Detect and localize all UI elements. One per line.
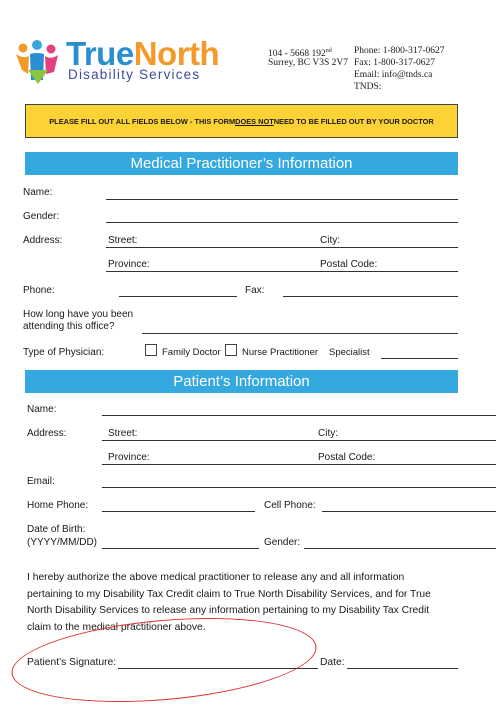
practitioner-name-label: Name: (23, 187, 53, 198)
practitioner-section-title: Medical Practitioner’s Information (25, 152, 458, 175)
dob-label-line2: (YYYY/MM/DD) (27, 537, 97, 548)
contact-email: Email: info@tnds.ca (354, 70, 433, 80)
practitioner-street-label: Street: (108, 235, 138, 246)
logo-people-icon (14, 40, 66, 86)
patient-section-title: Patient’s Information (25, 370, 458, 393)
specialist-label: Specialist (329, 347, 370, 358)
how-long-label-line2: attending this office? (23, 321, 115, 332)
cell-phone-field[interactable] (322, 511, 496, 512)
patient-street-field[interactable] (102, 440, 496, 441)
brand-name: TrueNorth (66, 35, 220, 72)
brand-subtitle: Disability Services (68, 67, 201, 82)
patient-city-label: City: (318, 428, 338, 439)
physician-type-label: Type of Physician: (23, 347, 105, 358)
patient-postal-label: Postal Code: (318, 452, 376, 463)
patient-address-label: Address: (27, 428, 67, 439)
specialist-field[interactable] (381, 358, 458, 359)
patient-province-label: Province: (108, 452, 150, 463)
instruction-notice: PLEASE FILL OUT ALL FIELDS BELOW - THIS FORM DOES NOT NEED TO BE FILLED OUT BY YOUR DOCTOR (25, 104, 458, 138)
tnds-label: TNDS: (354, 82, 382, 92)
practitioner-name-field[interactable] (106, 199, 458, 200)
how-long-field[interactable] (142, 333, 458, 334)
practitioner-province-field[interactable] (106, 271, 458, 272)
date-label: Date: (320, 657, 345, 668)
practitioner-province-label: Province: (108, 259, 150, 270)
patient-street-label: Street: (108, 428, 138, 439)
patient-email-label: Email: (27, 476, 55, 487)
authorization-paragraph: I hereby authorize the above medical practitioner to release any and all information pertaining to my Disability Tax Credit claim to True North Disability Services, and for True North Disability Services to release any information pertaining to my Disability Tax Credit claim to the medical practitioner above. (27, 572, 431, 633)
contact-phone: Phone: 1-800-317-0627 (354, 46, 445, 56)
practitioner-phone-label: Phone: (23, 285, 55, 296)
patient-name-label: Name: (27, 404, 57, 415)
home-phone-label: Home Phone: (27, 500, 89, 511)
practitioner-address-label: Address: (23, 235, 63, 246)
patient-email-field[interactable] (102, 487, 496, 488)
practitioner-fax-field[interactable] (283, 296, 458, 297)
patient-name-field[interactable] (102, 415, 496, 416)
how-long-label-line1: How long have you been (23, 309, 134, 320)
nurse-practitioner-checkbox[interactable] (225, 344, 237, 356)
cell-phone-label: Cell Phone: (264, 500, 316, 511)
family-doctor-label: Family Doctor (162, 347, 221, 358)
home-phone-field[interactable] (102, 511, 255, 512)
practitioner-postal-label: Postal Code: (320, 259, 378, 270)
address-line-2: Surrey, BC V3S 2V7 (268, 58, 348, 68)
patient-gender-field[interactable] (304, 548, 496, 549)
contact-fax: Fax: 1-800-317-0627 (354, 58, 436, 68)
practitioner-fax-label: Fax: (245, 285, 265, 296)
patient-province-field[interactable] (102, 464, 496, 465)
practitioner-gender-field[interactable] (106, 222, 458, 223)
dob-label-line1: Date of Birth: (27, 524, 86, 535)
practitioner-city-label: City: (320, 235, 340, 246)
practitioner-phone-field[interactable] (119, 296, 237, 297)
patient-gender-label: Gender: (264, 537, 301, 548)
family-doctor-checkbox[interactable] (145, 344, 157, 356)
date-field[interactable] (347, 668, 458, 669)
address-line-1: 104 - 5668 192nd (268, 48, 332, 60)
nurse-practitioner-label: Nurse Practitioner (242, 347, 319, 358)
practitioner-street-field[interactable] (106, 247, 458, 248)
dob-field[interactable] (102, 548, 259, 549)
signature-label: Patient’s Signature: (27, 657, 117, 668)
practitioner-gender-label: Gender: (23, 211, 60, 222)
